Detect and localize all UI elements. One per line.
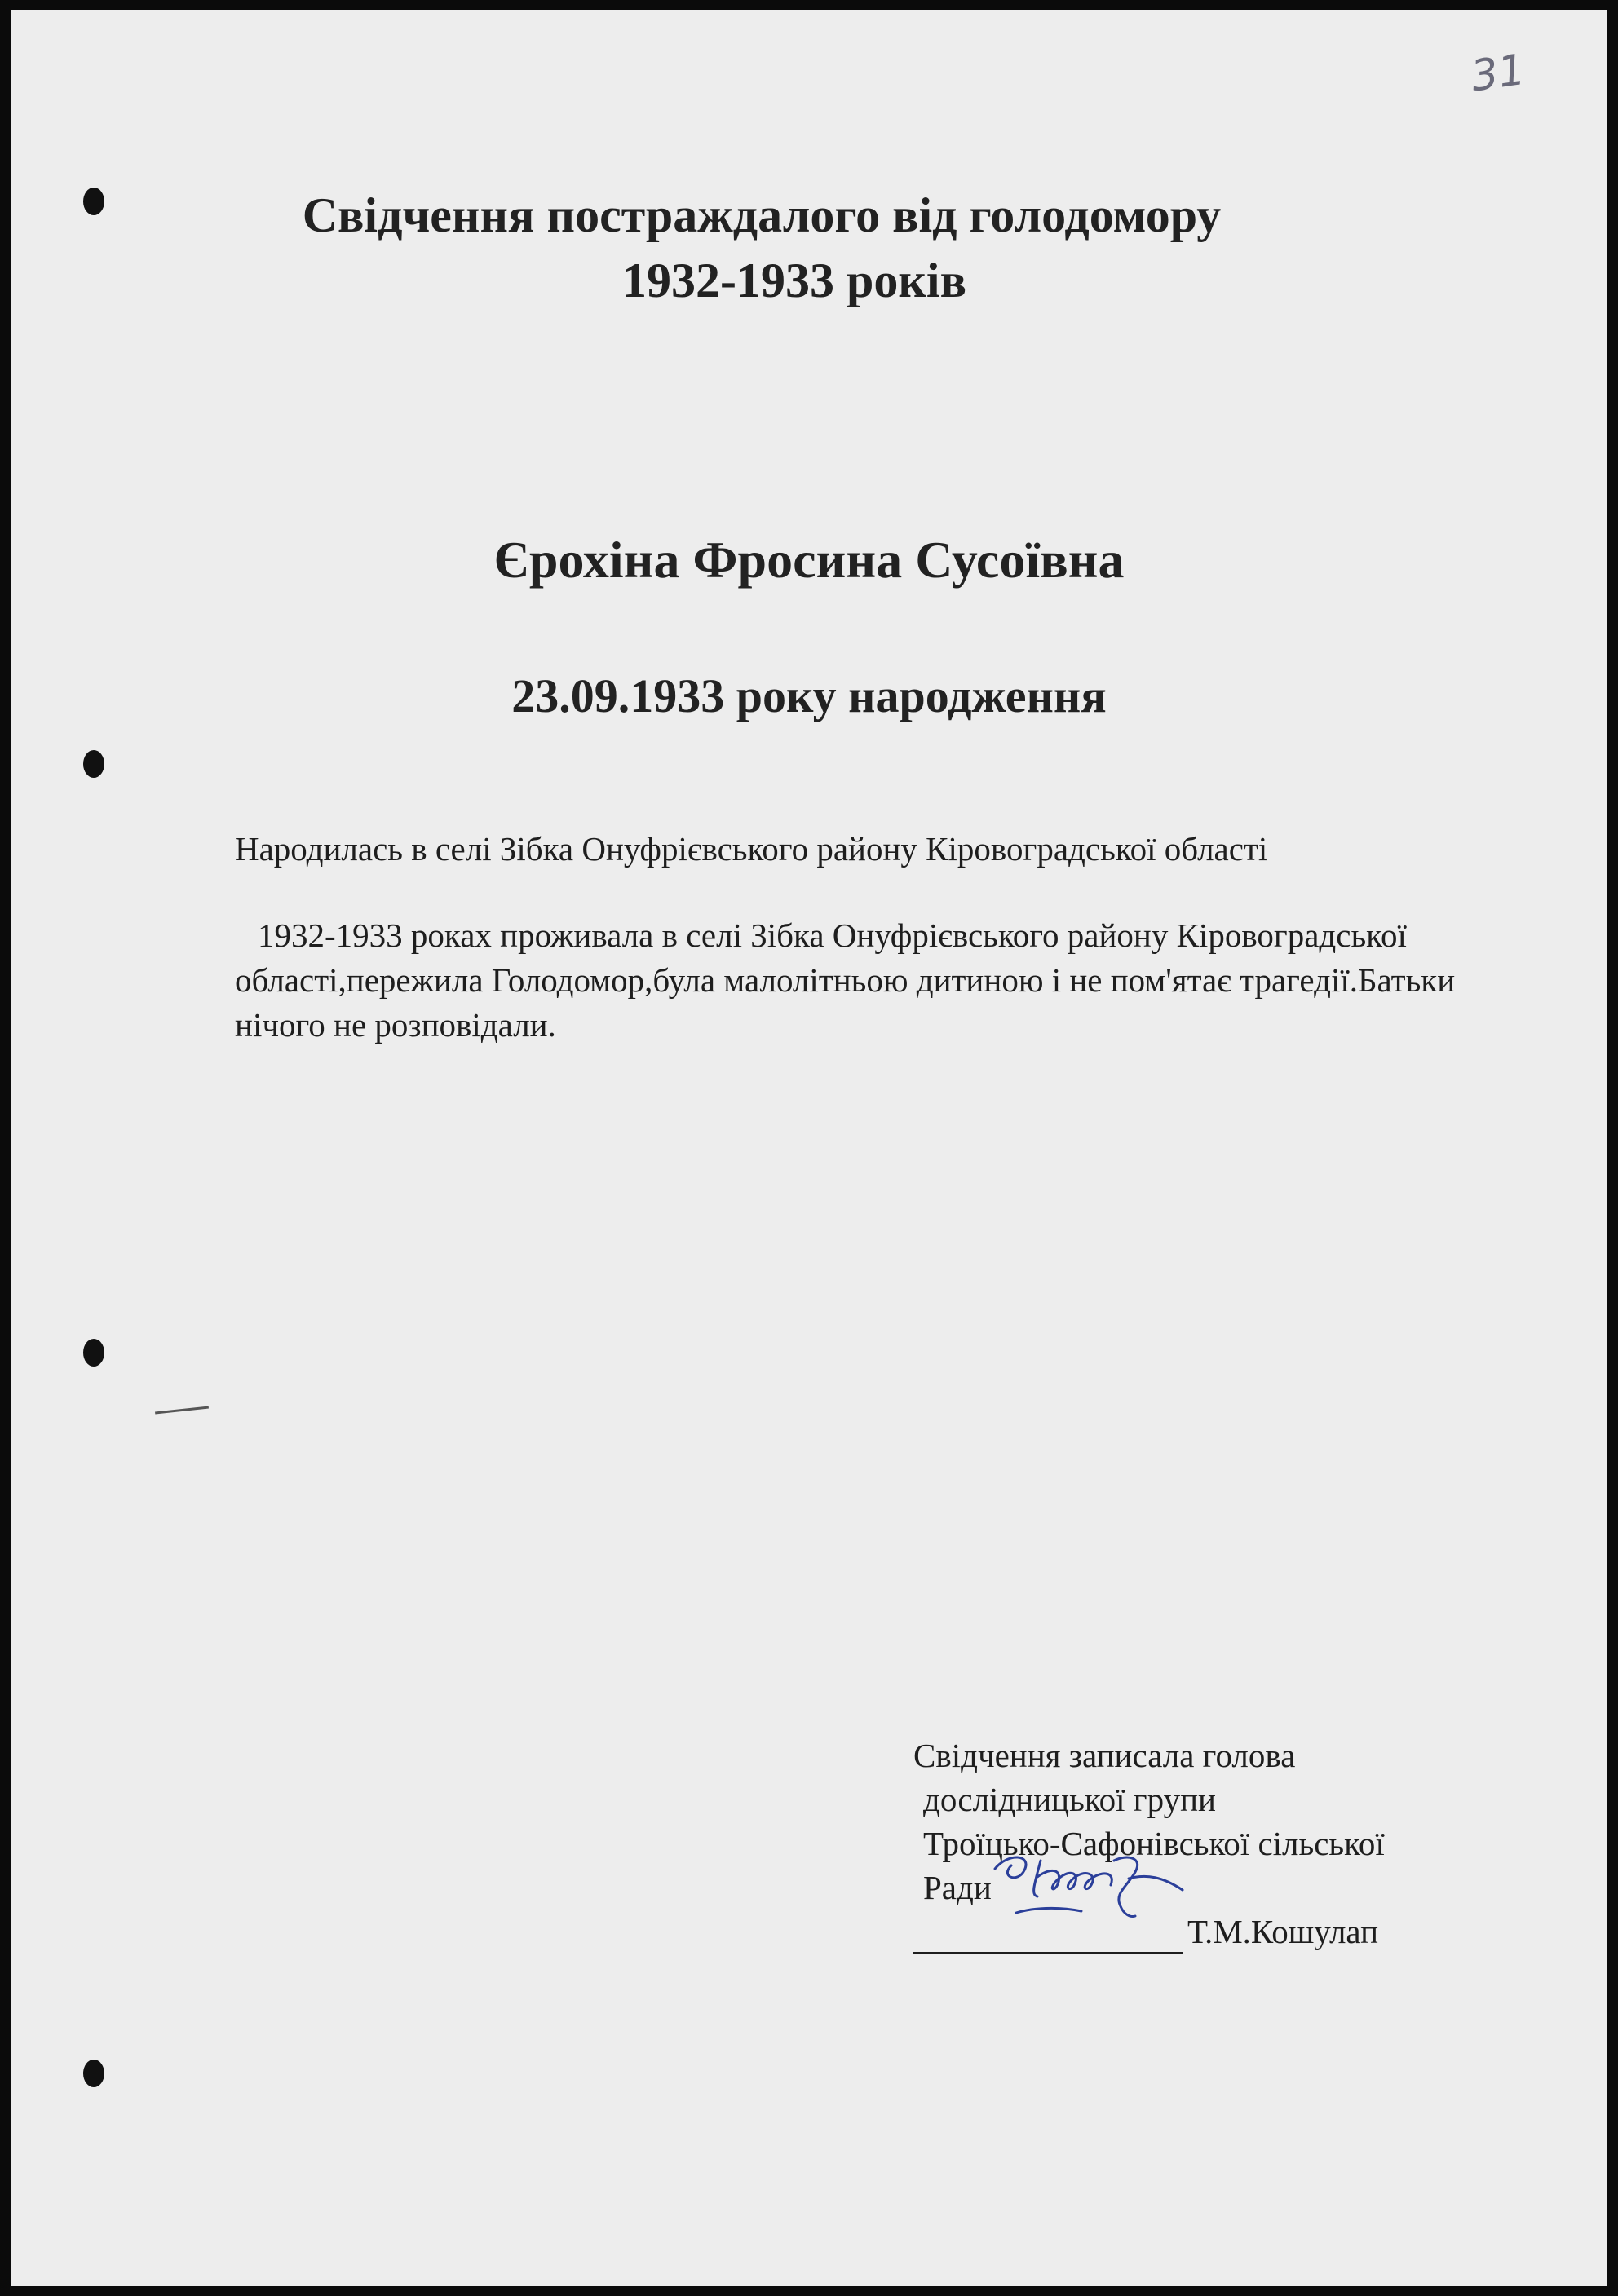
recorded-by-line-3: Троїцько-Сафонівської сільської	[923, 1825, 1385, 1862]
page-number: 31	[1467, 45, 1528, 102]
document-sheet	[11, 10, 1607, 2286]
handwritten-signature	[984, 1836, 1196, 1926]
recorded-by-line-4: Ради	[923, 1869, 992, 1906]
punch-hole	[83, 1339, 104, 1367]
paragraph-testimony: 1932-1933 роках проживала в селі Зібка Онуфрієвського району Кіровоградської області,пережила Голодомор,була малолітньою дитиною і не пом'ятає трагедії.Батьки нічого не розповідали.	[235, 916, 1456, 1044]
document-title	[11, 183, 1512, 313]
recorded-by-line-1: Свідчення записала голова	[913, 1737, 1296, 1774]
punch-hole	[83, 2060, 104, 2087]
punch-hole	[83, 750, 104, 778]
witness-name: Єрохіна Фросина Сусоївна	[493, 531, 1125, 589]
title-line-2: 1932-1933 років	[622, 254, 966, 307]
birth-date-line: 23.09.1933 року народження	[511, 669, 1107, 722]
pen-dash-mark	[155, 1406, 209, 1415]
title-line-1: Свідчення постраждалого від голодомору	[302, 188, 1222, 242]
signer-name: Т.М.Кошулап	[1187, 1913, 1379, 1950]
paragraph-birthplace: Народилась в селі Зібка Онуфрієвського району Кіровоградської області	[235, 830, 1268, 868]
recorded-by-line-2: дослідницької групи	[923, 1781, 1216, 1818]
